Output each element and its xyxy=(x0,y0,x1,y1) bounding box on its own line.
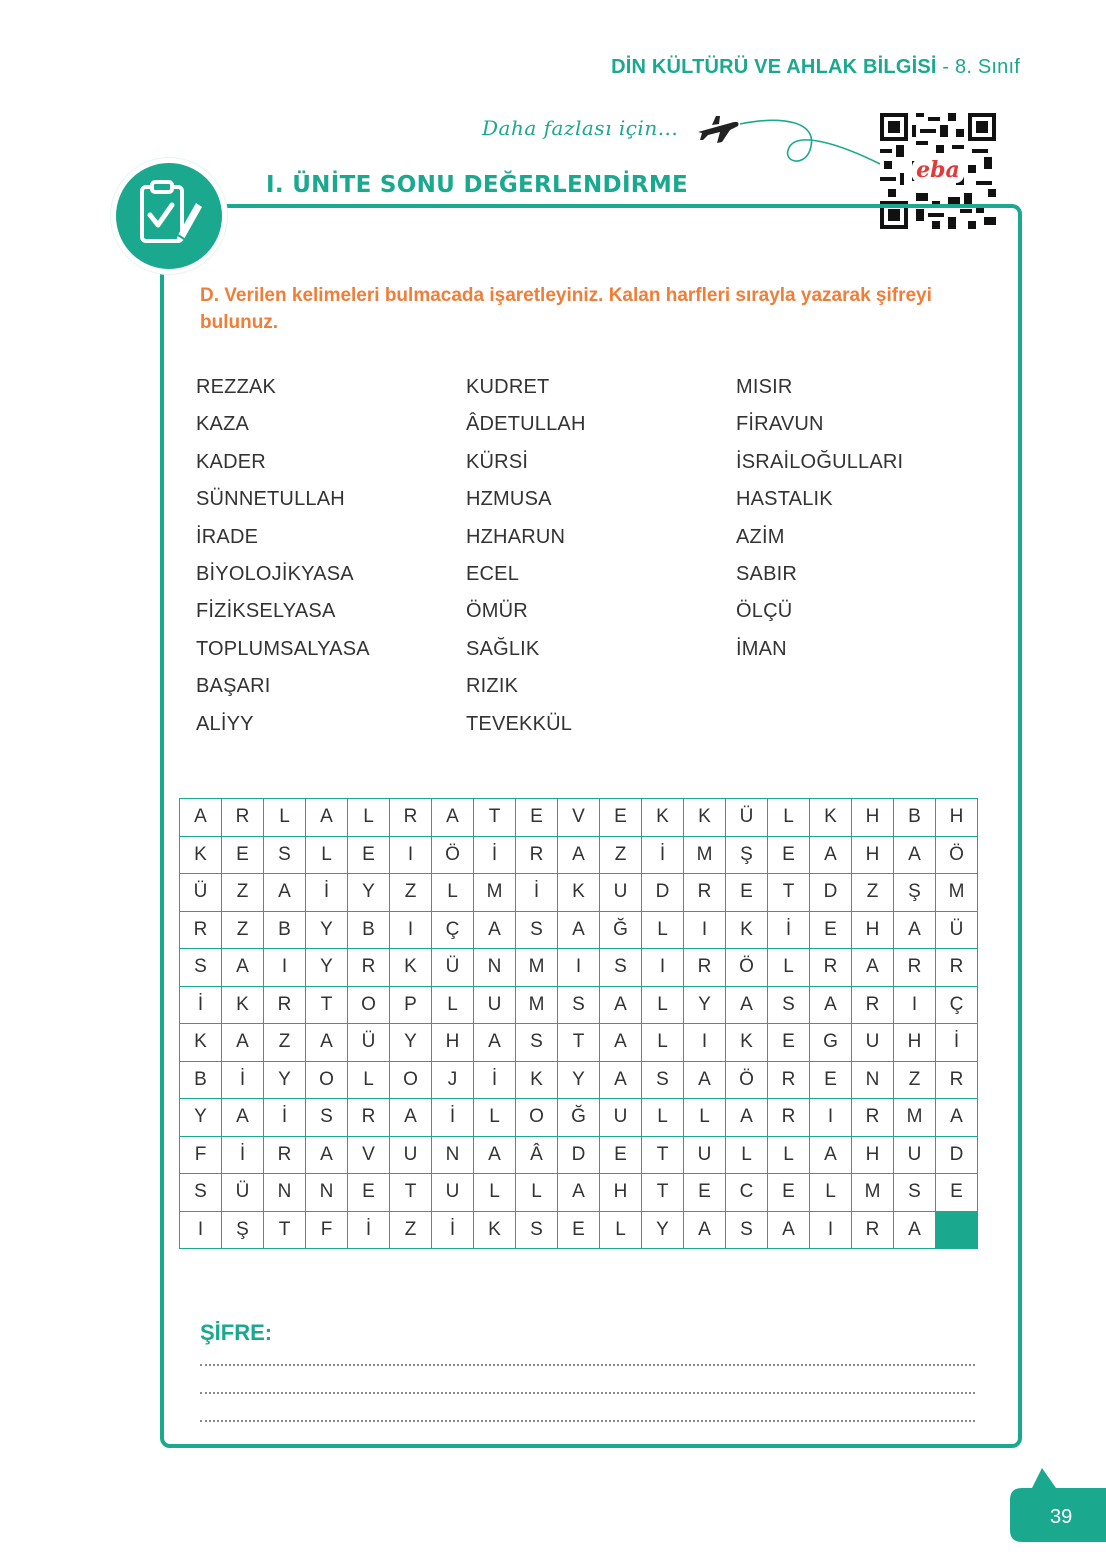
grid-cell[interactable]: T xyxy=(390,1174,432,1212)
word-item: SAĞLIK xyxy=(466,637,540,660)
grid-cell[interactable]: L xyxy=(600,1211,642,1249)
grid-cell[interactable]: S xyxy=(180,1174,222,1212)
word-item: SÜNNETULLAH xyxy=(196,488,345,511)
grid-cell[interactable]: R xyxy=(180,911,222,949)
grid-cell[interactable]: K xyxy=(684,799,726,837)
grid-cell[interactable]: İ xyxy=(768,911,810,949)
grid-cell[interactable]: Ç xyxy=(936,986,978,1024)
grid-cell[interactable]: A xyxy=(306,799,348,837)
grid-cell[interactable]: İ xyxy=(516,874,558,912)
grid-cell[interactable]: Ü xyxy=(348,1024,390,1062)
grid-cell[interactable]: İ xyxy=(222,1061,264,1099)
grid-cell[interactable]: I xyxy=(558,949,600,987)
grid-cell[interactable]: U xyxy=(474,986,516,1024)
grid-row xyxy=(180,1136,978,1174)
grid-cell[interactable]: I xyxy=(684,911,726,949)
grid-cell[interactable]: F xyxy=(180,1136,222,1174)
word-item: HASTALIK xyxy=(736,488,833,511)
grid-cell[interactable]: S xyxy=(516,911,558,949)
grid-cell[interactable]: R xyxy=(936,1061,978,1099)
grid-cell[interactable]: C xyxy=(726,1174,768,1212)
grid-cell[interactable]: D xyxy=(810,874,852,912)
grid-cell[interactable]: A xyxy=(600,1024,642,1062)
grid-cell[interactable]: A xyxy=(306,1024,348,1062)
grid-cell[interactable]: S xyxy=(306,1099,348,1137)
word-item: AZİM xyxy=(736,525,785,548)
word-item: KUDRET xyxy=(466,376,550,398)
grid-cell[interactable]: R xyxy=(852,986,894,1024)
grid-cell[interactable]: T xyxy=(264,1211,306,1249)
grid-cell[interactable]: A xyxy=(600,986,642,1024)
grid-cell[interactable]: N xyxy=(306,1174,348,1212)
grid-cell[interactable]: U xyxy=(390,1136,432,1174)
grid-cell[interactable]: R xyxy=(348,1099,390,1137)
grid-row xyxy=(180,1099,978,1137)
page-tab-shape xyxy=(1008,1466,1106,1542)
grid-row xyxy=(180,1174,978,1212)
grid-cell[interactable]: A xyxy=(474,1136,516,1174)
grid-cell[interactable]: P xyxy=(390,986,432,1024)
word-item: KADER xyxy=(196,450,266,473)
grid-row xyxy=(180,949,978,987)
grid-cell[interactable]: L xyxy=(642,1099,684,1137)
grid-cell[interactable]: E xyxy=(516,799,558,837)
grid-cell[interactable]: M xyxy=(852,1174,894,1212)
grid-cell[interactable]: Z xyxy=(222,874,264,912)
grid-cell[interactable]: H xyxy=(600,1174,642,1212)
grid-row xyxy=(180,874,978,912)
grid-cell[interactable]: Ü xyxy=(936,911,978,949)
grid-cell[interactable]: L xyxy=(642,1024,684,1062)
word-list-column-1 xyxy=(196,374,370,748)
grid-cell[interactable]: L xyxy=(642,986,684,1024)
grid-cell[interactable]: A xyxy=(474,1024,516,1062)
grid-cell[interactable]: Ü xyxy=(222,1174,264,1212)
word-item: İSRAİLOĞULLARI xyxy=(736,450,904,473)
grid-cell[interactable]: M xyxy=(516,949,558,987)
grid-cell[interactable]: K xyxy=(180,836,222,874)
grid-cell[interactable]: H xyxy=(852,1136,894,1174)
grid-cell[interactable]: A xyxy=(684,1061,726,1099)
grid-cell[interactable]: T xyxy=(558,1024,600,1062)
grid-cell[interactable]: A xyxy=(726,1099,768,1137)
grid-cell[interactable]: R xyxy=(768,1061,810,1099)
grid-cell[interactable]: H xyxy=(852,799,894,837)
word-item: FİRAVUN xyxy=(736,413,824,436)
grid-cell[interactable]: Ğ xyxy=(558,1099,600,1137)
grid-row xyxy=(180,1211,978,1249)
grid-cell[interactable]: L xyxy=(768,799,810,837)
grid-cell[interactable]: M xyxy=(474,874,516,912)
grid-cell[interactable]: R xyxy=(852,1211,894,1249)
grid-cell[interactable]: K xyxy=(180,1024,222,1062)
grid-cell[interactable]: Ü xyxy=(180,874,222,912)
grid-cell[interactable]: R xyxy=(810,949,852,987)
grid-cell[interactable]: L xyxy=(432,874,474,912)
grid-cell[interactable]: U xyxy=(684,1136,726,1174)
grid-row xyxy=(180,799,978,837)
grid-cell[interactable]: V xyxy=(558,799,600,837)
grid-cell[interactable]: R xyxy=(684,949,726,987)
grid-cell[interactable]: H xyxy=(936,799,978,837)
grid-cell[interactable]: S xyxy=(642,1061,684,1099)
grid-row xyxy=(180,1061,978,1099)
grid-cell[interactable]: Y xyxy=(306,949,348,987)
grid-cell[interactable]: H xyxy=(894,1024,936,1062)
grid-cell[interactable]: J xyxy=(432,1061,474,1099)
grid-cell[interactable]: E xyxy=(768,1174,810,1212)
eba-logo: eba xyxy=(912,159,964,183)
grid-cell[interactable]: Â xyxy=(516,1136,558,1174)
word-item: KÜRSİ xyxy=(466,450,529,473)
grid-cell[interactable]: E xyxy=(768,1024,810,1062)
evaluation-badge xyxy=(111,158,227,274)
grid-cell[interactable]: H xyxy=(852,911,894,949)
word-item: KAZA xyxy=(196,413,250,436)
grid-cell[interactable]: A xyxy=(306,1136,348,1174)
grid-cell[interactable]: A xyxy=(558,1174,600,1212)
grid-cell[interactable]: L xyxy=(474,1099,516,1137)
word-item: FİZİKSELYASA xyxy=(196,600,336,623)
grid-cell[interactable]: K xyxy=(726,911,768,949)
grid-cell[interactable]: A xyxy=(810,836,852,874)
grid-cell[interactable]: S xyxy=(558,986,600,1024)
grid-cell[interactable]: L xyxy=(432,986,474,1024)
grid-cell[interactable]: S xyxy=(516,1024,558,1062)
grid-cell[interactable]: R xyxy=(222,799,264,837)
grid-cell[interactable]: S xyxy=(726,1211,768,1249)
grid-cell[interactable]: M xyxy=(894,1099,936,1137)
more-content-label: Daha fazlası için... xyxy=(482,116,679,140)
grid-cell[interactable]: R xyxy=(684,874,726,912)
grid-cell[interactable]: L xyxy=(768,949,810,987)
grid-cell[interactable]: Y xyxy=(390,1024,432,1062)
word-list-column-2 xyxy=(466,374,586,748)
grid-cell[interactable]: Z xyxy=(852,874,894,912)
grid-cell[interactable]: A xyxy=(894,911,936,949)
word-item: ÖLÇÜ xyxy=(736,600,793,623)
grid-cell[interactable]: K xyxy=(222,986,264,1024)
grid-cell[interactable]: E xyxy=(600,799,642,837)
grid-row xyxy=(180,986,978,1024)
grid-cell[interactable]: A xyxy=(894,836,936,874)
grid-cell[interactable]: R xyxy=(936,949,978,987)
word-item: TOPLUMSALYASA xyxy=(196,637,370,660)
grid-cell[interactable]: İ xyxy=(432,1211,474,1249)
grid-cell[interactable]: A xyxy=(558,911,600,949)
grid-cell[interactable]: L xyxy=(348,799,390,837)
grid-cell[interactable]: İ xyxy=(222,1136,264,1174)
grid-cell[interactable]: D xyxy=(642,874,684,912)
grid-cell[interactable]: T xyxy=(768,874,810,912)
grid-cell[interactable]: Y xyxy=(558,1061,600,1099)
grid-cell[interactable]: S xyxy=(768,986,810,1024)
grid-cell[interactable]: F xyxy=(306,1211,348,1249)
grid-cell[interactable]: E xyxy=(348,836,390,874)
grid-cell[interactable]: D xyxy=(558,1136,600,1174)
grid-cell[interactable]: N xyxy=(474,949,516,987)
grid-cell[interactable]: İ xyxy=(936,1024,978,1062)
grid-cell[interactable]: T xyxy=(642,1174,684,1212)
grid-cell[interactable]: I xyxy=(390,836,432,874)
grid-cell-filled[interactable] xyxy=(936,1211,978,1249)
grid-cell[interactable]: U xyxy=(894,1136,936,1174)
grid-cell[interactable]: B xyxy=(894,799,936,837)
grid-cell[interactable]: O xyxy=(516,1099,558,1137)
grid-cell[interactable]: I xyxy=(810,1211,852,1249)
grid-cell[interactable]: L xyxy=(642,911,684,949)
word-item: SABIR xyxy=(736,562,798,585)
answer-line-3[interactable] xyxy=(200,1420,975,1422)
grid-cell[interactable]: Z xyxy=(390,874,432,912)
grid-cell[interactable]: Y xyxy=(306,911,348,949)
word-item: HZMUSA xyxy=(466,488,552,511)
grid-cell[interactable]: Y xyxy=(642,1211,684,1249)
grid-cell[interactable]: Y xyxy=(684,986,726,1024)
word-search-grid xyxy=(179,798,978,1249)
grid-cell[interactable]: S xyxy=(264,836,306,874)
grid-cell[interactable]: M xyxy=(936,874,978,912)
grid-cell[interactable]: I xyxy=(642,949,684,987)
grid-cell[interactable]: I xyxy=(264,949,306,987)
grid-cell[interactable]: K xyxy=(726,1024,768,1062)
grid-cell[interactable]: Ö xyxy=(936,836,978,874)
grid-cell[interactable]: B xyxy=(348,911,390,949)
grid-cell[interactable]: L xyxy=(516,1174,558,1212)
grid-cell[interactable]: A xyxy=(768,1211,810,1249)
grid-cell[interactable]: N xyxy=(264,1174,306,1212)
word-item: ALİYY xyxy=(196,712,254,735)
word-item: REZZAK xyxy=(196,376,277,398)
word-item: TEVEKKÜL xyxy=(466,712,573,735)
grid-cell[interactable]: E xyxy=(936,1174,978,1212)
grid-cell[interactable]: A xyxy=(474,911,516,949)
grid-cell[interactable]: R xyxy=(348,949,390,987)
grid-cell[interactable]: L xyxy=(726,1136,768,1174)
flight-path-decoration xyxy=(730,110,890,180)
grid-cell[interactable]: İ xyxy=(642,836,684,874)
grid-cell[interactable]: Ö xyxy=(432,836,474,874)
grid-cell[interactable]: O xyxy=(390,1061,432,1099)
grid-cell[interactable]: L xyxy=(474,1174,516,1212)
grid-cell[interactable]: V xyxy=(348,1136,390,1174)
grid-cell[interactable]: İ xyxy=(264,1099,306,1137)
grid-cell[interactable]: R xyxy=(894,949,936,987)
grid-cell[interactable]: A xyxy=(726,986,768,1024)
grid-cell[interactable]: İ xyxy=(432,1099,474,1137)
grid-cell[interactable]: E xyxy=(726,874,768,912)
grid-cell[interactable]: K xyxy=(474,1211,516,1249)
grid-cell[interactable]: Y xyxy=(180,1099,222,1137)
grid-cell[interactable]: Z xyxy=(264,1024,306,1062)
grid-cell[interactable]: R xyxy=(390,799,432,837)
grid-row xyxy=(180,1024,978,1062)
grid-cell[interactable]: A xyxy=(558,836,600,874)
grid-cell[interactable]: Ş xyxy=(894,874,936,912)
header-grade: - 8. Sınıf xyxy=(936,56,1020,78)
grid-cell[interactable]: Ğ xyxy=(600,911,642,949)
grid-cell[interactable]: R xyxy=(264,1136,306,1174)
grid-cell[interactable]: I xyxy=(180,1211,222,1249)
grid-cell[interactable]: H xyxy=(432,1024,474,1062)
grid-cell[interactable]: R xyxy=(852,1099,894,1137)
grid-cell[interactable]: E xyxy=(684,1174,726,1212)
grid-cell[interactable]: E xyxy=(810,1061,852,1099)
grid-cell[interactable]: A xyxy=(264,874,306,912)
grid-cell[interactable]: T xyxy=(474,799,516,837)
grid-cell[interactable]: O xyxy=(306,1061,348,1099)
grid-cell[interactable]: E xyxy=(768,836,810,874)
grid-cell[interactable]: N xyxy=(852,1061,894,1099)
grid-cell[interactable]: S xyxy=(600,949,642,987)
grid-cell[interactable]: Y xyxy=(264,1061,306,1099)
grid-cell[interactable]: L xyxy=(306,836,348,874)
grid-cell[interactable]: B xyxy=(264,911,306,949)
answer-line-1[interactable] xyxy=(200,1364,975,1366)
grid-cell[interactable]: E xyxy=(810,911,852,949)
grid-cell[interactable]: D xyxy=(936,1136,978,1174)
grid-cell[interactable]: I xyxy=(894,986,936,1024)
grid-cell[interactable]: E xyxy=(558,1211,600,1249)
grid-cell[interactable]: İ xyxy=(348,1211,390,1249)
grid-cell[interactable]: Ö xyxy=(726,1061,768,1099)
grid-cell[interactable]: A xyxy=(894,1211,936,1249)
grid-cell[interactable]: L xyxy=(264,799,306,837)
instruction-text: D. Verilen kelimeleri bulmacada işaretleyiniz. Kalan harfleri sırayla yazarak şifreyi bulunuz. xyxy=(200,285,932,333)
page-header xyxy=(611,56,1020,79)
grid-cell[interactable]: T xyxy=(306,986,348,1024)
grid-cell[interactable]: T xyxy=(642,1136,684,1174)
answer-line-2[interactable] xyxy=(200,1392,975,1394)
grid-cell[interactable]: Y xyxy=(348,874,390,912)
word-item: İMAN xyxy=(736,637,787,660)
grid-cell[interactable]: Ö xyxy=(726,949,768,987)
grid-cell[interactable]: A xyxy=(222,1024,264,1062)
grid-cell[interactable]: Ü xyxy=(726,799,768,837)
cipher-label: ŞİFRE: xyxy=(200,1320,273,1345)
section-title: I. ÜNİTE SONU DEĞERLENDİRME xyxy=(266,172,689,198)
grid-cell[interactable]: L xyxy=(810,1174,852,1212)
grid-cell[interactable]: M xyxy=(516,986,558,1024)
grid-cell[interactable]: E xyxy=(222,836,264,874)
grid-cell[interactable]: A xyxy=(222,949,264,987)
grid-cell[interactable]: A xyxy=(810,986,852,1024)
grid-cell[interactable]: Ü xyxy=(432,949,474,987)
grid-cell[interactable]: U xyxy=(852,1024,894,1062)
grid-cell[interactable]: İ xyxy=(306,874,348,912)
grid-cell[interactable]: A xyxy=(390,1099,432,1137)
grid-cell[interactable]: H xyxy=(852,836,894,874)
grid-cell[interactable]: E xyxy=(348,1174,390,1212)
grid-row xyxy=(180,911,978,949)
word-item: BİYOLOJİKYASA xyxy=(196,562,354,585)
grid-cell[interactable]: A xyxy=(852,949,894,987)
grid-row xyxy=(180,836,978,874)
grid-cell[interactable]: A xyxy=(180,799,222,837)
grid-cell[interactable]: K xyxy=(642,799,684,837)
grid-cell[interactable]: K xyxy=(390,949,432,987)
page-number-tab xyxy=(1008,1466,1106,1542)
grid-cell[interactable]: I xyxy=(810,1099,852,1137)
grid-cell[interactable]: A xyxy=(810,1136,852,1174)
grid-cell[interactable]: K xyxy=(516,1061,558,1099)
grid-cell[interactable]: Z xyxy=(600,836,642,874)
page-number: 39 xyxy=(1050,1506,1073,1528)
grid-cell[interactable]: M xyxy=(684,836,726,874)
grid-cell[interactable]: I xyxy=(390,911,432,949)
grid-cell[interactable]: Z xyxy=(390,1211,432,1249)
grid-cell[interactable]: U xyxy=(432,1174,474,1212)
grid-cell[interactable]: A xyxy=(432,799,474,837)
word-item: BAŞARI xyxy=(196,675,271,698)
grid-cell[interactable]: A xyxy=(684,1211,726,1249)
grid-cell[interactable]: R xyxy=(516,836,558,874)
header-title: DİN KÜLTÜRÜ VE AHLAK BİLGİSİ xyxy=(611,56,937,78)
grid-cell[interactable]: L xyxy=(768,1136,810,1174)
grid-cell[interactable]: İ xyxy=(474,1061,516,1099)
grid-cell[interactable]: Z xyxy=(222,911,264,949)
grid-cell[interactable]: S xyxy=(180,949,222,987)
grid-cell[interactable]: Z xyxy=(894,1061,936,1099)
grid-cell[interactable]: O xyxy=(348,986,390,1024)
word-item: ECEL xyxy=(466,562,520,585)
grid-cell[interactable]: A xyxy=(600,1061,642,1099)
grid-cell[interactable]: L xyxy=(348,1061,390,1099)
grid-cell[interactable]: L xyxy=(684,1099,726,1137)
grid-cell[interactable]: İ xyxy=(180,986,222,1024)
word-item: ÂDETULLAH xyxy=(466,413,586,436)
word-item: MISIR xyxy=(736,376,793,398)
grid-cell[interactable]: R xyxy=(264,986,306,1024)
grid-cell[interactable]: B xyxy=(180,1061,222,1099)
grid-cell[interactable]: U xyxy=(600,874,642,912)
word-item: RIZIK xyxy=(466,675,519,698)
grid-cell[interactable]: K xyxy=(810,799,852,837)
grid-cell[interactable]: Ç xyxy=(432,911,474,949)
grid-cell[interactable]: Ş xyxy=(222,1211,264,1249)
word-item: ÖMÜR xyxy=(466,600,528,623)
checklist-pencil-icon xyxy=(134,177,204,251)
grid-cell[interactable]: Ş xyxy=(726,836,768,874)
grid-cell[interactable]: S xyxy=(894,1174,936,1212)
grid-cell[interactable]: N xyxy=(432,1136,474,1174)
grid-cell[interactable]: U xyxy=(600,1099,642,1137)
grid-cell[interactable]: I xyxy=(684,1024,726,1062)
grid-cell[interactable]: A xyxy=(222,1099,264,1137)
grid-cell[interactable]: R xyxy=(768,1099,810,1137)
grid-cell[interactable]: K xyxy=(558,874,600,912)
grid-cell[interactable]: G xyxy=(810,1024,852,1062)
word-item: HZHARUN xyxy=(466,525,566,548)
word-item: İRADE xyxy=(196,525,259,548)
word-list-column-3 xyxy=(736,374,903,673)
grid-cell[interactable]: İ xyxy=(474,836,516,874)
grid-cell[interactable]: E xyxy=(600,1136,642,1174)
grid-cell[interactable]: A xyxy=(936,1099,978,1137)
grid-cell[interactable]: S xyxy=(516,1211,558,1249)
